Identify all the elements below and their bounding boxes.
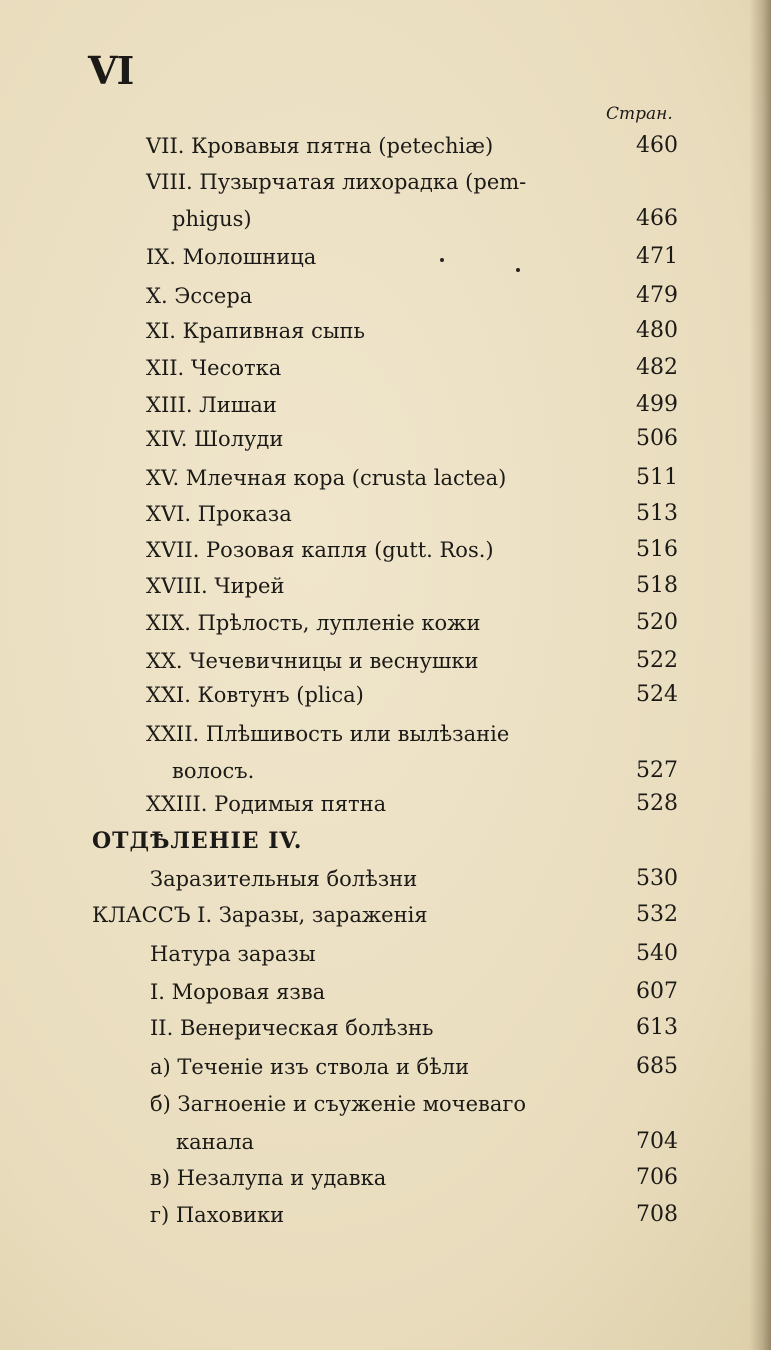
toc-row	[0, 789, 771, 819]
toc-row	[0, 535, 771, 565]
toc-entry-page: 530	[636, 866, 678, 891]
toc-row	[0, 167, 771, 197]
toc-entry-title: XXI. Ковтунъ (plica)	[146, 683, 364, 707]
toc-row	[0, 1089, 771, 1119]
toc-row	[0, 646, 771, 676]
ink-speck	[516, 268, 520, 272]
toc-entry-page: 524	[636, 682, 678, 707]
toc-entry-page: 532	[636, 902, 678, 927]
toc-row	[0, 316, 771, 346]
toc-entry-title: XVIII. Чирей	[146, 574, 285, 598]
toc-row	[0, 281, 771, 311]
toc-entry-page: 499	[636, 392, 678, 417]
toc-entry-title: phigus)	[172, 207, 252, 231]
toc-row	[0, 463, 771, 493]
toc-section-heading	[0, 826, 771, 856]
toc-entry-title: XVII. Розовая капля (gutt. Ros.)	[146, 538, 494, 562]
toc-entry-title: VII. Кровавыя пятна (petechiæ)	[146, 134, 494, 158]
toc-row	[0, 939, 771, 969]
toc-entry-page: 480	[636, 318, 678, 343]
toc-entry-title: XVI. Проказа	[146, 502, 292, 526]
toc-entry-title: Натура заразы	[150, 942, 316, 966]
toc-entry-title: XII. Чесотка	[146, 356, 282, 380]
page-number: VI	[88, 48, 134, 93]
toc-row	[0, 1200, 771, 1230]
toc-entry-title: X. Эссера	[146, 284, 253, 308]
toc-entry-page: 607	[636, 979, 678, 1004]
toc-entry-page: 482	[636, 355, 678, 380]
toc-row	[0, 1127, 771, 1157]
toc-entry-title: Заразительныя болѣзни	[150, 867, 418, 891]
toc-entry-page: 516	[636, 537, 678, 562]
toc-row	[0, 900, 771, 930]
toc-row	[0, 719, 771, 749]
toc-entry-title: IX. Молошница	[146, 245, 317, 269]
toc-row	[0, 1052, 771, 1082]
toc-row	[0, 131, 771, 161]
toc-entry-page: 708	[636, 1202, 678, 1227]
toc-entry-page: 685	[636, 1054, 678, 1079]
toc-entry-title: КЛАССЪ I. Заразы, зараженія	[92, 903, 428, 927]
toc-row	[0, 424, 771, 454]
toc-row	[0, 499, 771, 529]
toc-entry-title: в) Незалупа и удавка	[150, 1166, 387, 1190]
toc-entry-page: 704	[636, 1129, 678, 1154]
toc-entry-title: II. Венерическая болѣзнь	[150, 1016, 434, 1040]
toc-entry-title: I. Моровая язва	[150, 980, 326, 1004]
toc-entry-page: 471	[636, 244, 678, 269]
toc-entry-title: г) Паховики	[150, 1203, 285, 1227]
toc-row	[0, 680, 771, 710]
toc-entry-page: 466	[636, 206, 678, 231]
toc-row	[0, 608, 771, 638]
toc-entry-page: 706	[636, 1165, 678, 1190]
toc-entry-page: 460	[636, 133, 678, 158]
toc-entry-page: 511	[636, 465, 678, 490]
toc-row	[0, 353, 771, 383]
toc-entry-title: VIII. Пузырчатая лихорадка (pem-	[146, 170, 527, 194]
toc-entry-page: 527	[636, 758, 678, 783]
toc-entry-title: XIII. Лишаи	[146, 393, 277, 417]
toc-section-title: ОТДѢЛЕНІЕ IV.	[92, 828, 303, 854]
toc-entry-page: 613	[636, 1015, 678, 1040]
toc-entry-title: б) Загноеніе и съуженіе мочеваго	[150, 1092, 526, 1116]
toc-row	[0, 977, 771, 1007]
toc-row	[0, 756, 771, 786]
toc-entry-title: XX. Чечевичницы и веснушки	[146, 649, 479, 673]
toc-entry-page: 479	[636, 283, 678, 308]
toc-row	[0, 1013, 771, 1043]
toc-entry-page: 540	[636, 941, 678, 966]
toc-entry-title: волосъ.	[172, 759, 255, 783]
toc-row	[0, 1163, 771, 1193]
toc-entry-title: XXII. Плѣшивость или вылѣзаніе	[146, 722, 510, 746]
toc-row	[0, 571, 771, 601]
toc-entry-title: XXIII. Родимыя пятна	[146, 792, 387, 816]
toc-entry-page: 522	[636, 648, 678, 673]
toc-entry-title: XV. Млечная кора (crusta lactea)	[146, 466, 507, 490]
toc-entry-page: 506	[636, 426, 678, 451]
page-column-header: Стран.	[606, 104, 673, 124]
toc-entry-title: XIX. Прѣлость, лупленіе кожи	[146, 611, 481, 635]
ink-speck	[440, 258, 444, 262]
toc-entry-page: 528	[636, 791, 678, 816]
toc-entry-page: 518	[636, 573, 678, 598]
toc-entry-title: а) Теченіе изъ ствола и бѣли	[150, 1055, 470, 1079]
toc-row	[0, 390, 771, 420]
toc-entry-page: 520	[636, 610, 678, 635]
toc-row	[0, 864, 771, 894]
toc-entry-title: XIV. Шолуди	[146, 427, 284, 451]
toc-entry-title: XI. Крапивная сыпь	[146, 319, 365, 343]
toc-entry-title: канала	[176, 1130, 255, 1154]
toc-row	[0, 204, 771, 234]
toc-entry-page: 513	[636, 501, 678, 526]
toc-row	[0, 242, 771, 272]
